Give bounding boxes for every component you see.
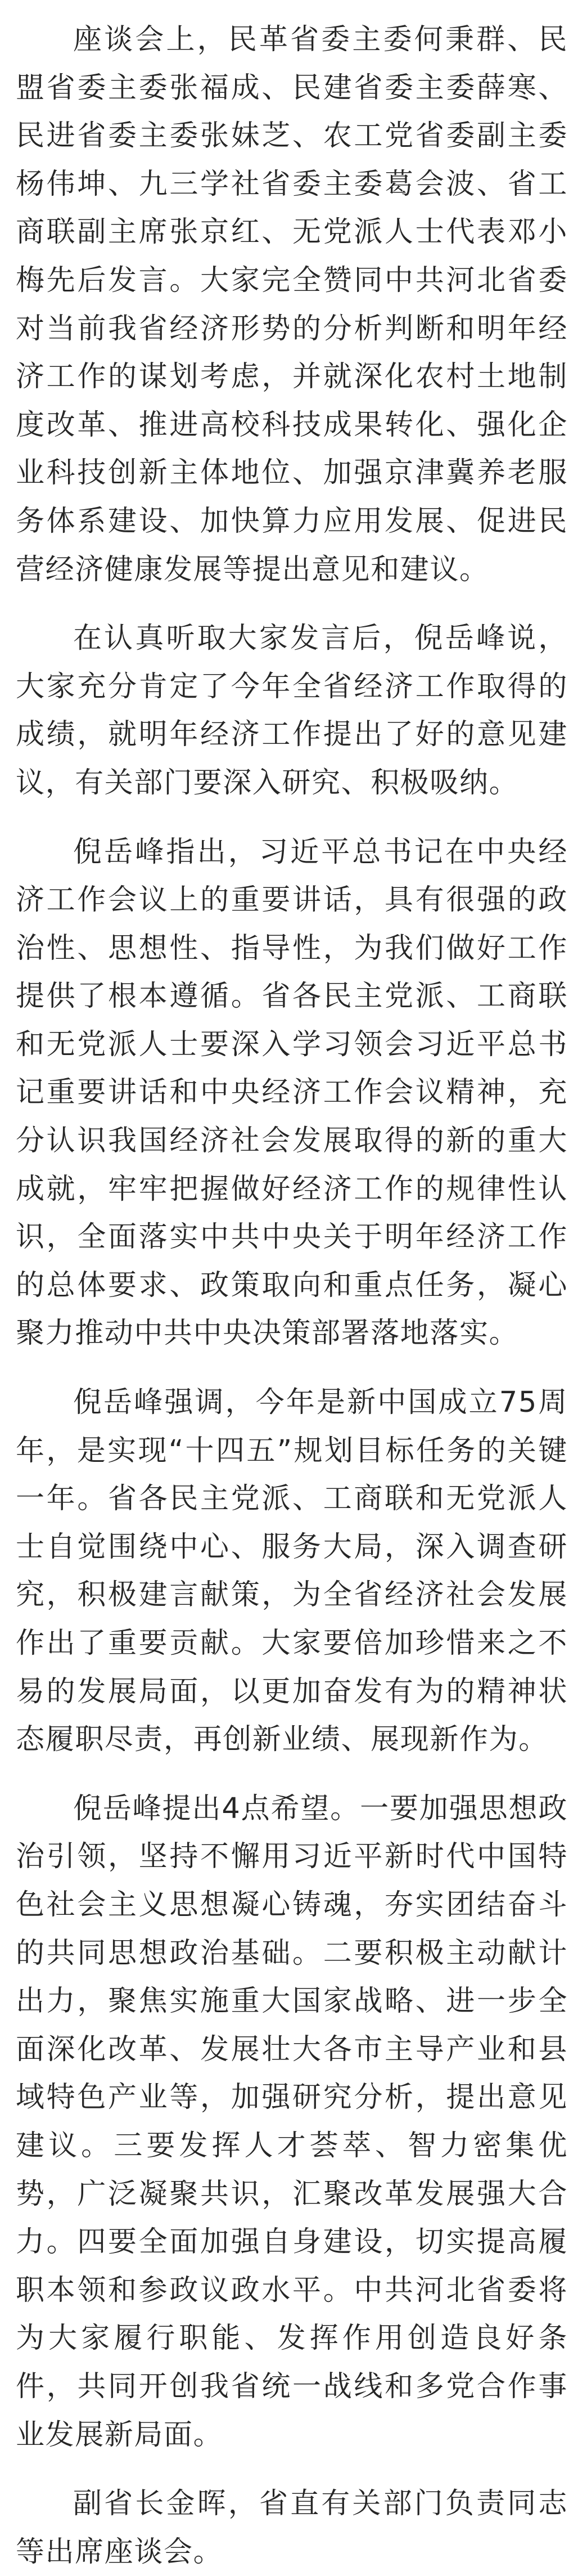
paragraph-emphasis: 倪岳峰强调，今年是新中国成立75周年，是实现“十四五”规划目标任务的关键一年。省各民主党派、工商联和无党派人士自觉围绕中心、服务大局，深入调查研究，积极建言献策，为全省经济社会发展作出了重要贡献。大家要倍加珍惜来之不易的发展局面，以更加奋发有为的精神状态履职尽责，再创新业绩、展现新作为。 bbox=[16, 1386, 568, 1757]
paragraph-guidance: 倪岳峰指出，习近平总书记在中央经济工作会议上的重要讲话，具有很强的政治性、思想性、指导性，为我们做好工作提供了根本遵循。省各民主党派、工商联和无党派人士要深入学习领会习近平总书记重要讲话和中央经济工作会议精神，充分认识我国经济社会发展取得的新的重大成就，牢牢把握做好经济工作的规律性认识，全面落实中共中央关于明年经济工作的总体要求、政策取向和重点任务，凝心聚力推动中共中央决策部署落地落实。 bbox=[16, 835, 568, 1350]
paragraph-response: 在认真听取大家发言后，倪岳峰说，大家充分肯定了今年全省经济工作取得的成绩，就明年经济工作提出了好的意见建议，有关部门要深入研究、积极吸纳。 bbox=[16, 622, 568, 800]
paragraph-speakers: 座谈会上，民革省委主委何秉群、民盟省委主委张福成、民建省委主委薛寒、民进省委主委张妹芝、农工党省委副主委杨伟坤、九三学社省委主委葛会波、省工商联副主席张京红、无党派人士代表邓小梅先后发言。大家完全赞同中共河北省委对当前我省经济形势的分析判断和明年经济工作的谋划考虑，并就深化农村土地制度改革、推进高校科技成果转化、强化企业科技创新主体地位、加强京津冀养老服务体系建设、加快算力应用发展、促进民营经济健康发展等提出意见和建议。 bbox=[16, 23, 568, 586]
paragraph-attendees: 副省长金晖，省直有关部门负责同志等出席座谈会。 bbox=[16, 2487, 568, 2569]
paragraph-four-hopes: 倪岳峰提出4点希望。一要加强思想政治引领，坚持不懈用习近平新时代中国特色社会主义思想凝心铸魂，夯实团结奋斗的共同思想政治基础。二要积极主动献计出力，聚焦实施重大国家战略、进一步全面深化改革、发展壮大各市主导产业和县域特色产业等，加强研究分析，提出意见建议。三要发挥人才荟萃、智力密集优势，广泛凝聚共识，汇聚改革发展强大合力。四要全面加强自身建设，切实提高履职本领和参政议政水平。中共河北省委将为大家履行职能、发挥作用创造良好条件，共同开创我省统一战线和多党合作事业发展新局面。 bbox=[16, 1792, 568, 2452]
